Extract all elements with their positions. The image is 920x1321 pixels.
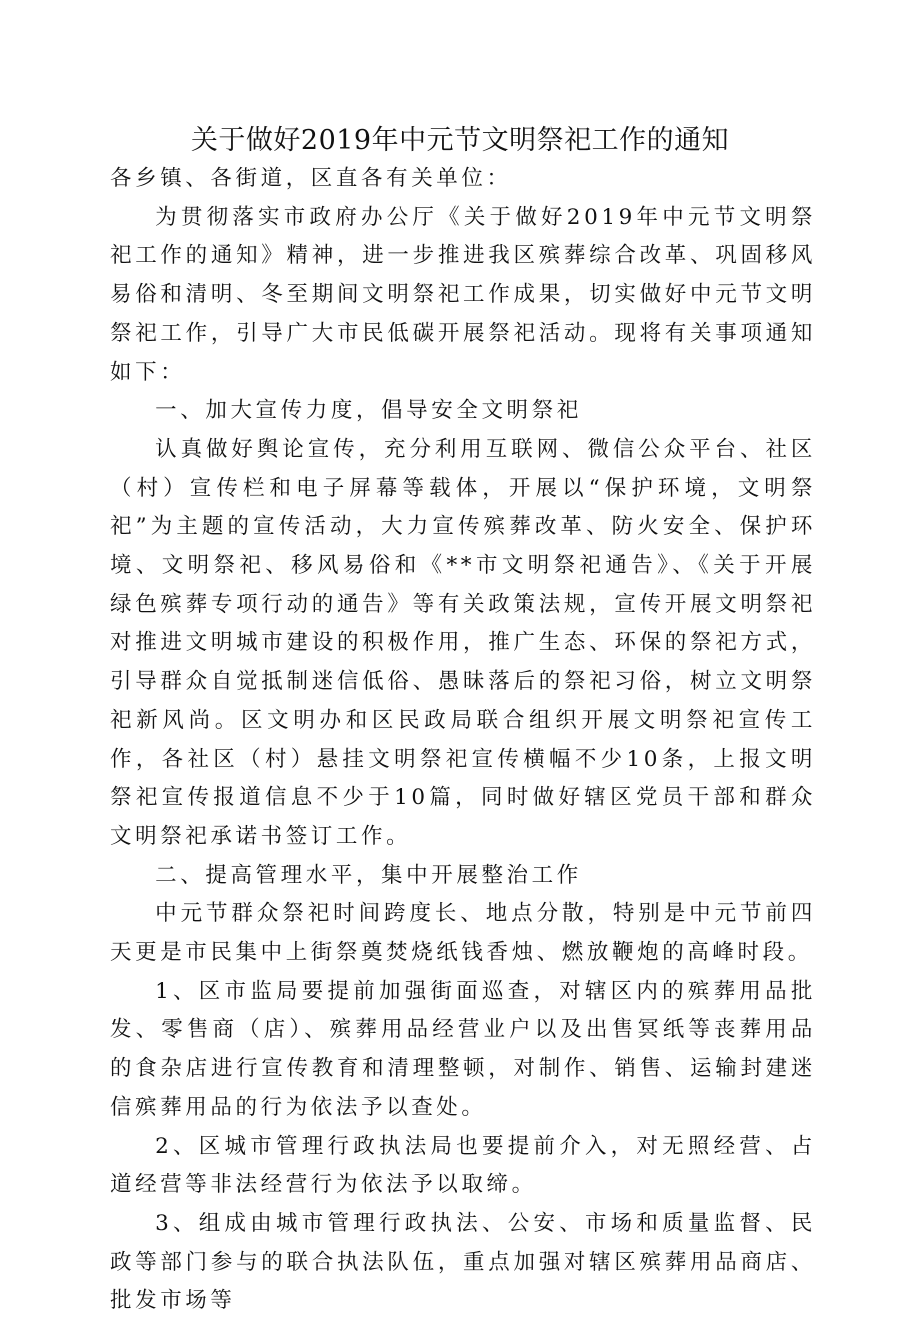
list-item-3: 3、组成由城市管理行政执法、公安、市场和质量监督、民政等部门参与的联合执法队伍，重点加强对辖区殡葬用品商店、批发市场等 xyxy=(110,1210,816,1314)
section-1-paragraph: 认真做好舆论宣传，充分利用互联网、微信公众平台、社区（村）宣传栏和电子屏幕等载体，开展以“保护环境，文明祭祀”为主题的宣传活动，大力宣传殡葬改革、防火安全、保护环境、文明祭祀、移风易俗和《**市文明祭祀通告》、《关于开展绿色殡葬专项行动的通告》等有关政策法规，宣传开展文明祭祀对推进文明城市建设的积极作用，推广生态、环保的祭祀方式，引导群众自觉抵制迷信低俗、愚昧落后的祭祀习俗，树立文明祭祀新风尚。区文明办和区民政局联合组织开展文明祭祀宣传工作，各社区（村）悬挂文明祭祀宣传横幅不少10条，上报文明祭祀宣传报道信息不少于10篇，同时做好辖区党员干部和群众文明祭祀承诺书签订工作。 xyxy=(110,436,816,849)
list-item-1: 1、区市监局要提前加强街面巡查，对辖区内的殡葬用品批发、零售商（店）、殡葬用品经营业户以及出售冥纸等丧葬用品的食杂店进行宣传教育和清理整顿，对制作、销售、运输封建迷信殡葬用品的行为依法予以查处。 xyxy=(110,978,816,1120)
document-title: 关于做好2019年中元节文明祭祀工作的通知 xyxy=(190,125,730,156)
salutation: 各乡镇、各街道，区直各有关单位： xyxy=(110,166,512,191)
list-item-2: 2、区城市管理行政执法局也要提前介入，对无照经营、占道经营等非法经营行为依法予以取缔。 xyxy=(110,1133,816,1198)
section-heading-1: 一、加大宣传力度，倡导安全文明祭祀 xyxy=(155,398,582,424)
intro-paragraph: 为贯彻落实市政府办公厅《关于做好2019年中元节文明祭祀工作的通知》精神，进一步推进我区殡葬综合改革、巩固移风易俗和清明、冬至期间文明祭祀工作成果，切实做好中元节文明祭祀工作，引导广大市民低碳开展祭祀活动。现将有关事项通知如下： xyxy=(110,204,816,385)
section-2-paragraph: 中元节群众祭祀时间跨度长、地点分散，特别是中元节前四天更是市民集中上街祭奠焚烧纸钱香烛、燃放鞭炮的高峰时段。 xyxy=(110,901,816,966)
document-body xyxy=(110,160,816,1321)
section-heading-2: 二、提高管理水平，集中开展整治工作 xyxy=(155,862,582,888)
